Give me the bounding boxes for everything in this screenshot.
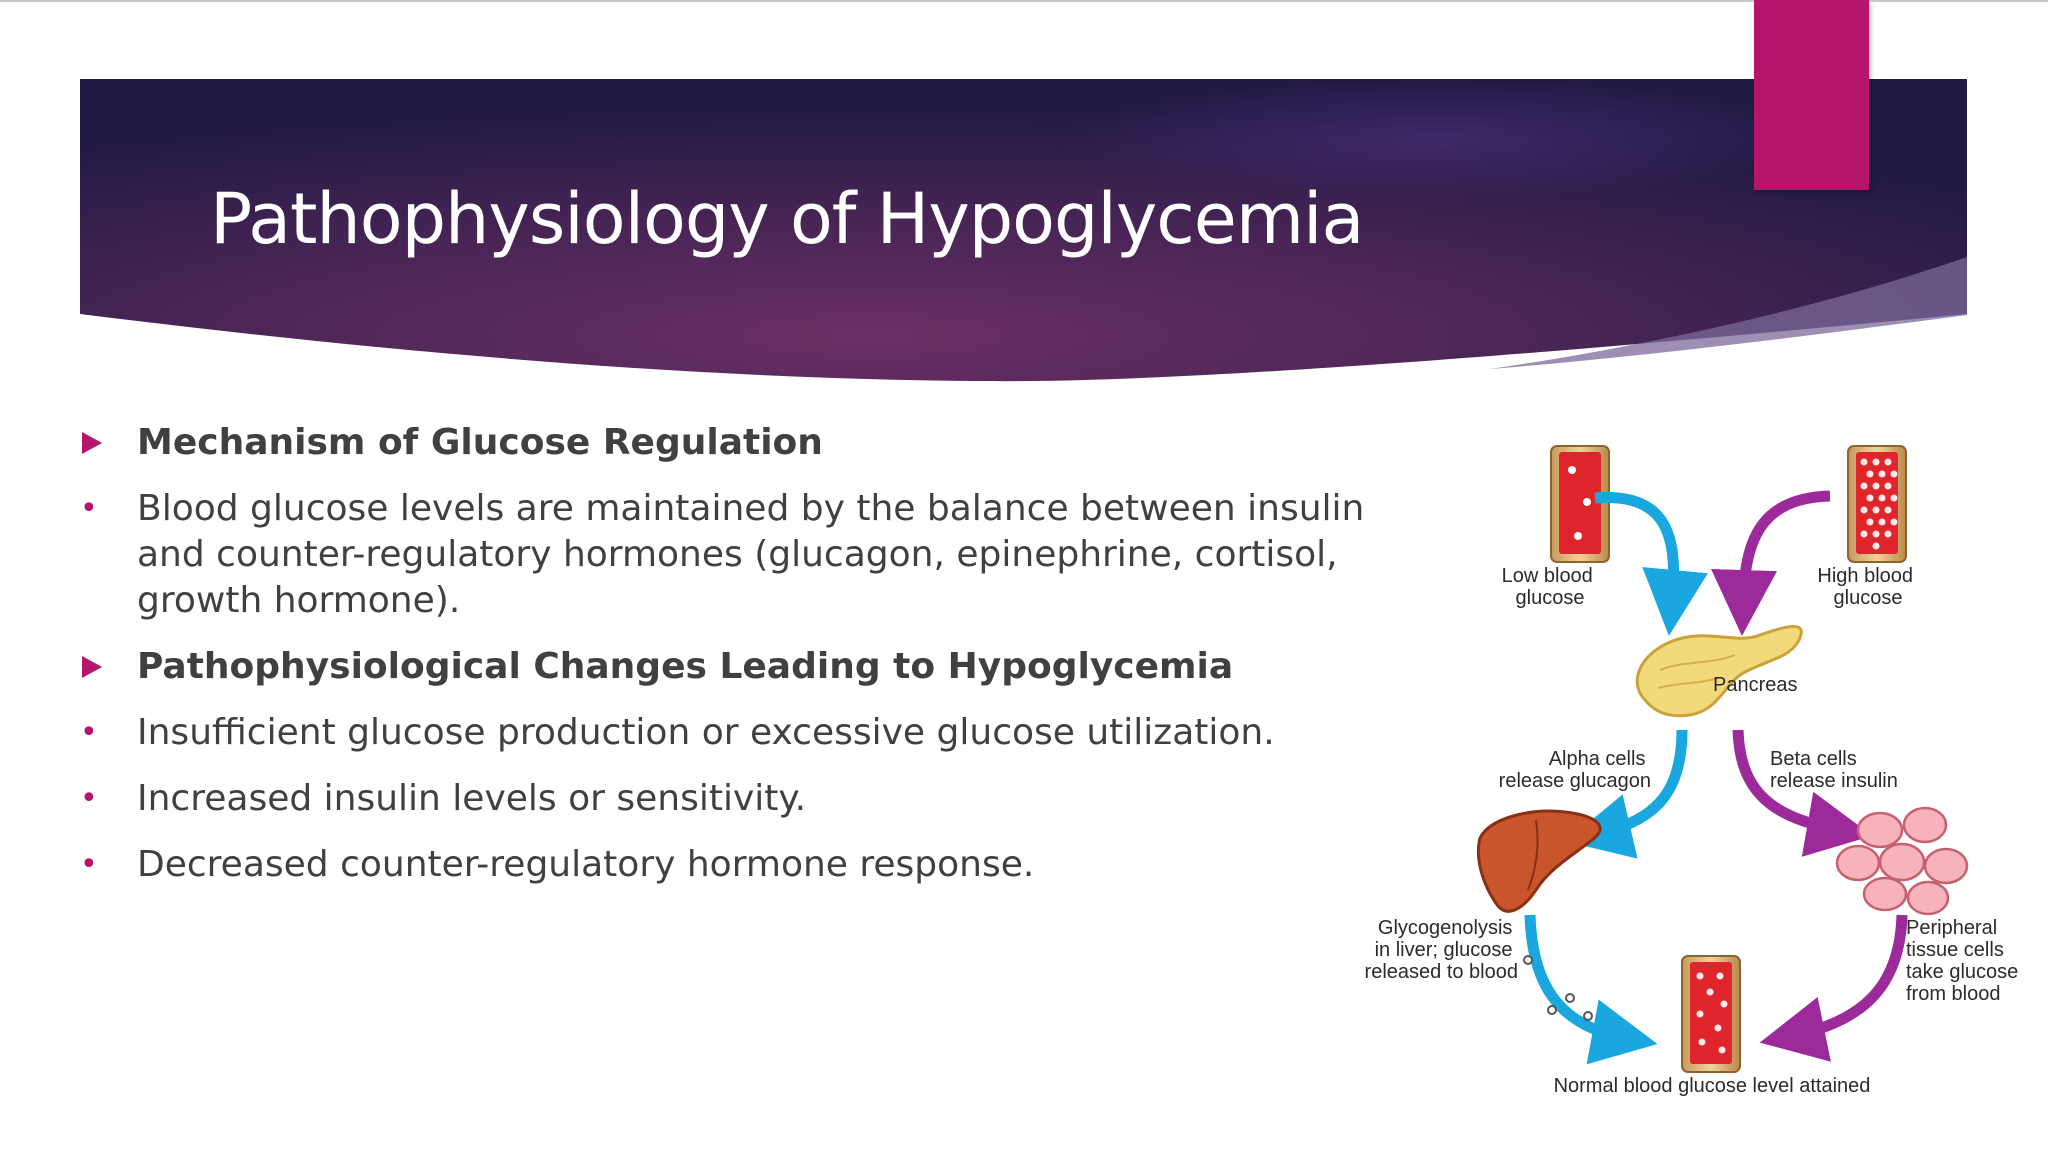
glucose-regulation-diagram (1340, 420, 2040, 1120)
bullet-text: Decreased counter-regulatory hormone response. (137, 844, 1035, 885)
triangle-bullet-icon (82, 432, 102, 454)
bullet-item (80, 776, 1380, 822)
bullet-text: Increased insulin levels or sensitivity. (137, 778, 807, 819)
high-glucose-vessel-icon (1848, 446, 1906, 562)
bullet-item (80, 486, 1380, 624)
high-glucose-label: High blood glucose (1817, 565, 1914, 609)
triangle-bullet-icon (82, 656, 102, 678)
slide-title: Pathophysiology of Hypoglycemia (210, 178, 1364, 260)
section-heading-glucose-regulation (80, 420, 1380, 466)
dot-bullet-icon: • (80, 781, 98, 816)
section-heading-pathophysiological-changes (80, 644, 1380, 690)
liver-icon (1478, 811, 1600, 911)
low-glucose-vessel-icon (1551, 446, 1609, 562)
beta-cells-label: Beta cells release insulin (1770, 748, 1898, 792)
normal-glucose-vessel-icon (1682, 956, 1740, 1072)
dot-bullet-icon: • (80, 491, 98, 526)
glucose-release-arrow (1530, 915, 1625, 1038)
bullet-text: Blood glucose levels are maintained by the balance between insulin and counter-regulatory hormones (glucagon, epinephrine, cortisol, growth hormone). (137, 488, 1365, 621)
heading-text: Mechanism of Glucose Regulation (137, 422, 823, 463)
content-body (80, 420, 1380, 908)
bullet-item (80, 842, 1380, 888)
top-rule (0, 0, 2048, 2)
dot-bullet-icon: • (80, 715, 98, 750)
normal-glucose-label: Normal blood glucose level attained (1553, 1075, 1871, 1097)
glucose-uptake-arrow (1792, 915, 1902, 1036)
low-glucose-label: Low blood glucose (1501, 565, 1593, 609)
tissue-cells-icon (1837, 808, 1967, 914)
heading-text: Pathophysiological Changes Leading to Hypoglycemia (137, 646, 1234, 687)
pancreas-label: Pancreas (1713, 674, 1798, 696)
pancreas-icon (1637, 626, 1801, 715)
peripheral-tissue-label: Peripheral tissue cells take glucose from blood (1906, 917, 2019, 1005)
liver-label: Glycogenolysis in liver; glucose released to blood (1364, 917, 1518, 983)
alpha-cells-label: Alpha cells release glucagon (1498, 748, 1651, 792)
accent-tab (1754, 0, 1869, 190)
dot-bullet-icon: • (80, 847, 98, 882)
bullet-text: Insufficient glucose production or excessive glucose utilization. (137, 712, 1275, 753)
bullet-item (80, 710, 1380, 756)
